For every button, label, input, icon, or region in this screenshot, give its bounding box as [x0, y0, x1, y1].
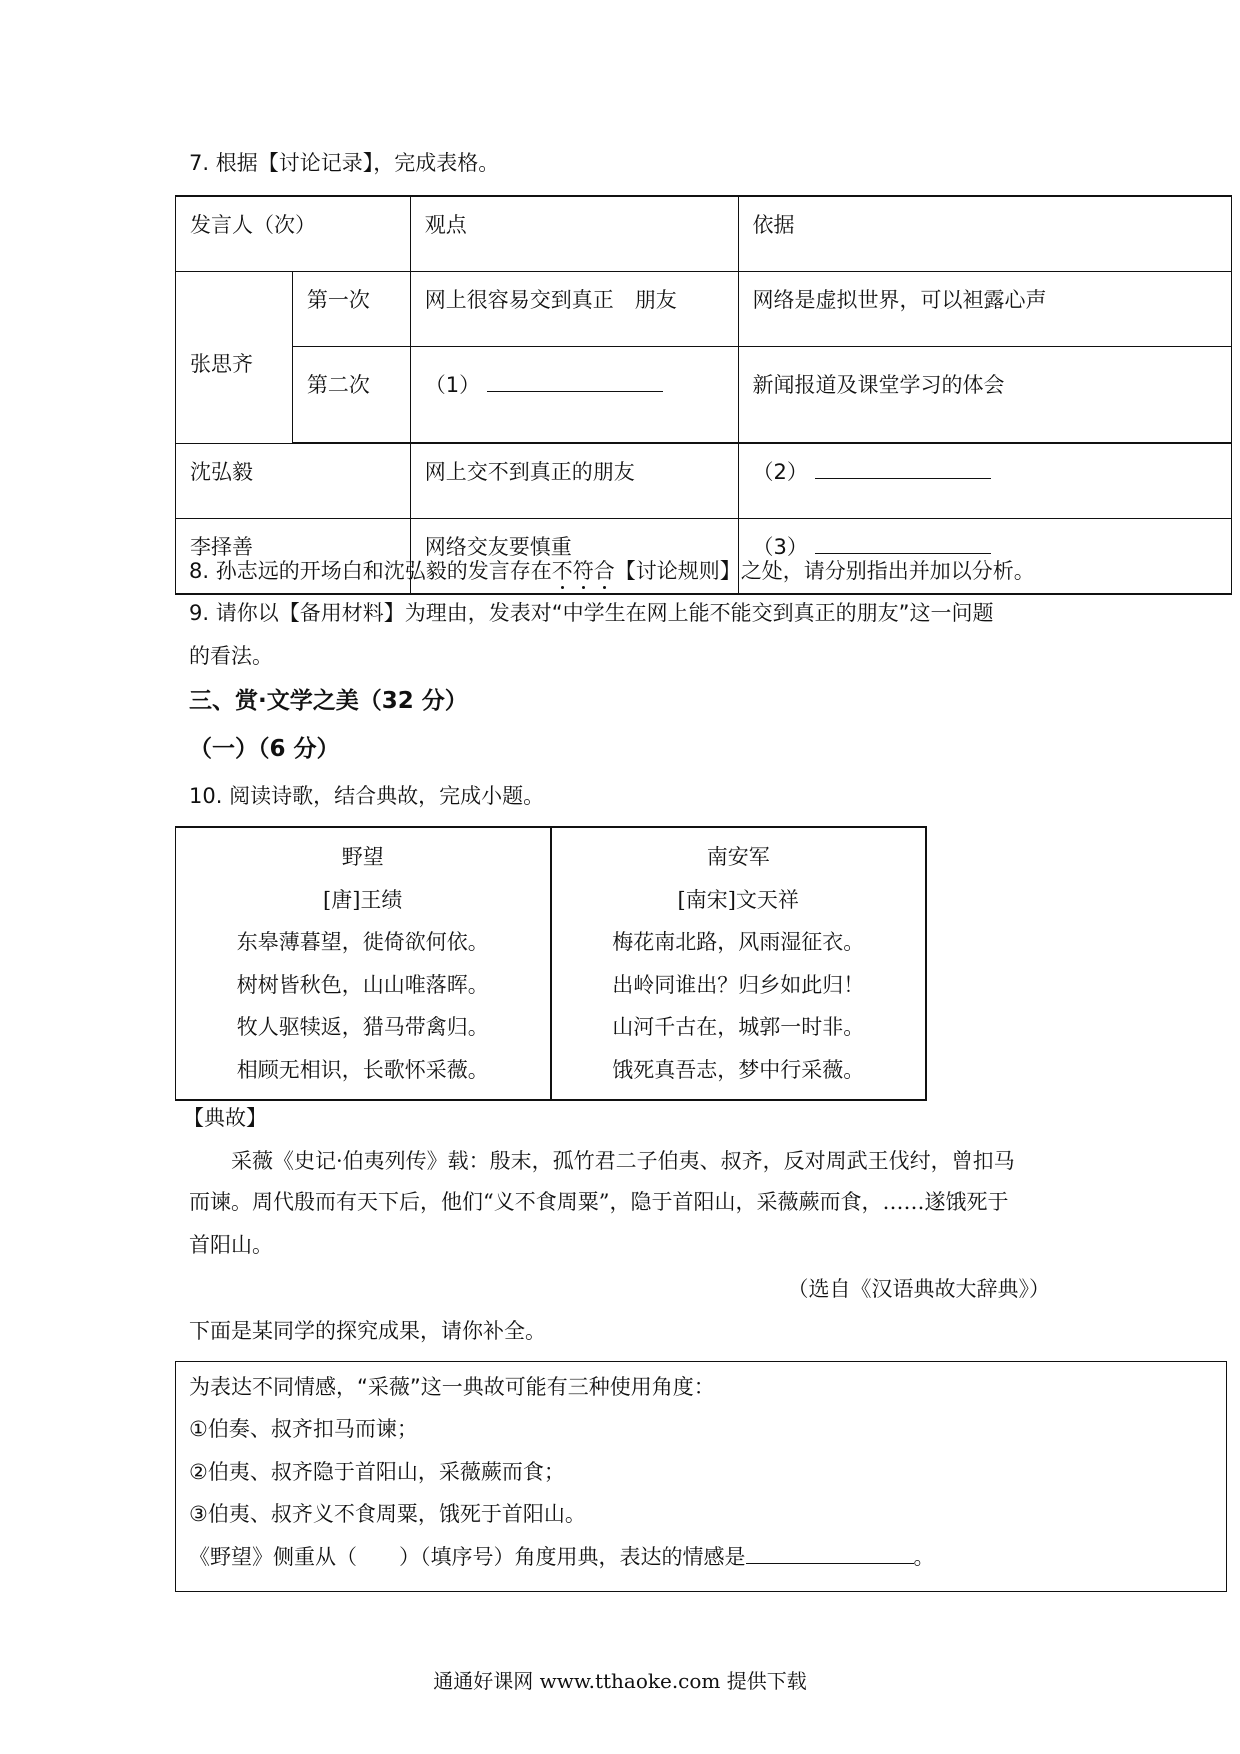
header-basis: 依据 [738, 196, 1231, 272]
poem-line: 山河千古在，城郭一时非。 [612, 1015, 865, 1039]
research-result-box [175, 1361, 1227, 1592]
poem-title: 野望 [341, 845, 384, 869]
result-line: ①伯奏、叔齐扣马而谏； [189, 1417, 418, 1441]
speaker-shen: 沈弘毅 [176, 443, 411, 519]
answer-blank-2[interactable] [815, 460, 991, 479]
header-speaker: 发言人（次） [176, 196, 411, 272]
table-row [176, 272, 1232, 347]
emphasis-char: 不 [551, 559, 573, 583]
result-line-answer [189, 1542, 935, 1572]
q9-line1: 9. 请你以【备用材料】为理由，发表对“中学生在网上能不能交到真正的朋友”这一问题 [189, 601, 994, 625]
zhang-second-basis: 新闻报道及课堂学习的体会 [738, 347, 1231, 444]
poem-author: [南宋]文天祥 [677, 887, 799, 912]
zhang-second-label: 第二次 [292, 347, 410, 444]
q9-line2: 的看法。 [189, 644, 273, 668]
poem-line: 出岭同谁出？归乡如此归！ [612, 972, 865, 997]
poem-line: 东皋薄暮望，徙倚欲何依。 [236, 930, 489, 954]
li-view: 网络交友要慎重 [410, 519, 738, 595]
poem-line: 相顾无相识，长歌怀采薇。 [236, 1057, 489, 1082]
poem-title: 南安军 [706, 845, 770, 869]
poem-yewang [176, 828, 550, 1099]
answer-cell-2 [738, 443, 1231, 519]
poem-line: 饿死真吾志，梦中行采薇。 [612, 1057, 865, 1082]
q7-prompt: 7. 根据【讨论记录】，完成表格。 [189, 151, 500, 175]
result-line: ③伯夷、叔齐义不食周粟，饿死于首阳山。 [189, 1502, 586, 1526]
q10-prompt: 10. 阅读诗歌，结合典故，完成小题。 [189, 784, 545, 808]
allusion-heading: 【典故】 [183, 1106, 267, 1130]
table-row [176, 443, 1232, 519]
result-line5-end: 。 [913, 1545, 935, 1569]
result-line: 为表达不同情感，“采薇”这一典故可能有三种使用角度： [189, 1375, 715, 1399]
subsection-heading: （一）（6 分） [189, 736, 340, 762]
speaker-li: 李择善 [176, 519, 411, 595]
poem-line: 树树皆秋色，山山唯落晖。 [236, 972, 489, 997]
zhang-first-basis: 网络是虚拟世界，可以袒露心声 [738, 272, 1231, 347]
zhang-first-label: 第一次 [292, 272, 410, 347]
header-view: 观点 [410, 196, 738, 272]
answer-cell-1 [410, 347, 738, 444]
allusion-line: 而谏。周代殷而有天下后，他们“义不食周粟”，隐于首阳山，采薇蕨而食，……遂饿死于 [189, 1190, 1009, 1214]
poem-table [175, 826, 927, 1101]
allusion-source: （选自《汉语典故大辞典》） [787, 1277, 1050, 1301]
allusion-line: 采薇《史记·伯夷列传》载：殷末，孤竹君二子伯夷、叔齐，反对周武王伐纣，曾扣马 [231, 1149, 1015, 1173]
section-heading: 三、赏·文学之美（32 分） [189, 688, 468, 714]
q8-after: 【讨论规则】之处，请分别指出并加以分析。 [614, 559, 1035, 583]
result-line: ②伯夷、叔齐隐于首阳山，采薇蕨而食； [189, 1460, 565, 1484]
answer-blank-emotion[interactable] [746, 1545, 914, 1564]
blank-label-2: （2） [752, 460, 808, 484]
q10-intro: 下面是某同学的探究成果，请你补全。 [189, 1319, 546, 1343]
zhang-first-view: 网上很容易交到真正 朋友 [410, 272, 738, 347]
page-footer: 通通好课网 www.tthaoke.com 提供下载 [433, 1669, 807, 1693]
blank-label-1: （1） [424, 373, 481, 397]
shen-view: 网上交不到真正的朋友 [410, 443, 738, 519]
allusion-line: 首阳山。 [189, 1233, 273, 1257]
blank-label-3: （3） [752, 535, 808, 559]
table-header-row [176, 196, 1232, 272]
poem-author: [唐]王绩 [323, 887, 403, 912]
emphasis-char: 符 [572, 559, 594, 583]
poem-line: 牧人驱犊返，猎马带禽归。 [236, 1015, 489, 1039]
table-row [176, 347, 1232, 444]
result-line5-text: 《野望》侧重从（ ）（填序号）角度用典，表达的情感是 [189, 1545, 746, 1569]
answer-blank-3[interactable] [815, 535, 991, 554]
q8-before: 8. 孙志远的开场白和沈弘毅的发言存在 [189, 559, 552, 583]
speaker-zhang: 张思齐 [176, 272, 293, 444]
emphasis-char: 合 [593, 559, 615, 583]
q7-table [175, 195, 1232, 595]
poem-nananjun [550, 828, 926, 1099]
answer-blank-1[interactable] [487, 373, 663, 392]
q8-text [189, 556, 1035, 586]
poem-line: 梅花南北路，风雨湿征衣。 [612, 930, 865, 954]
